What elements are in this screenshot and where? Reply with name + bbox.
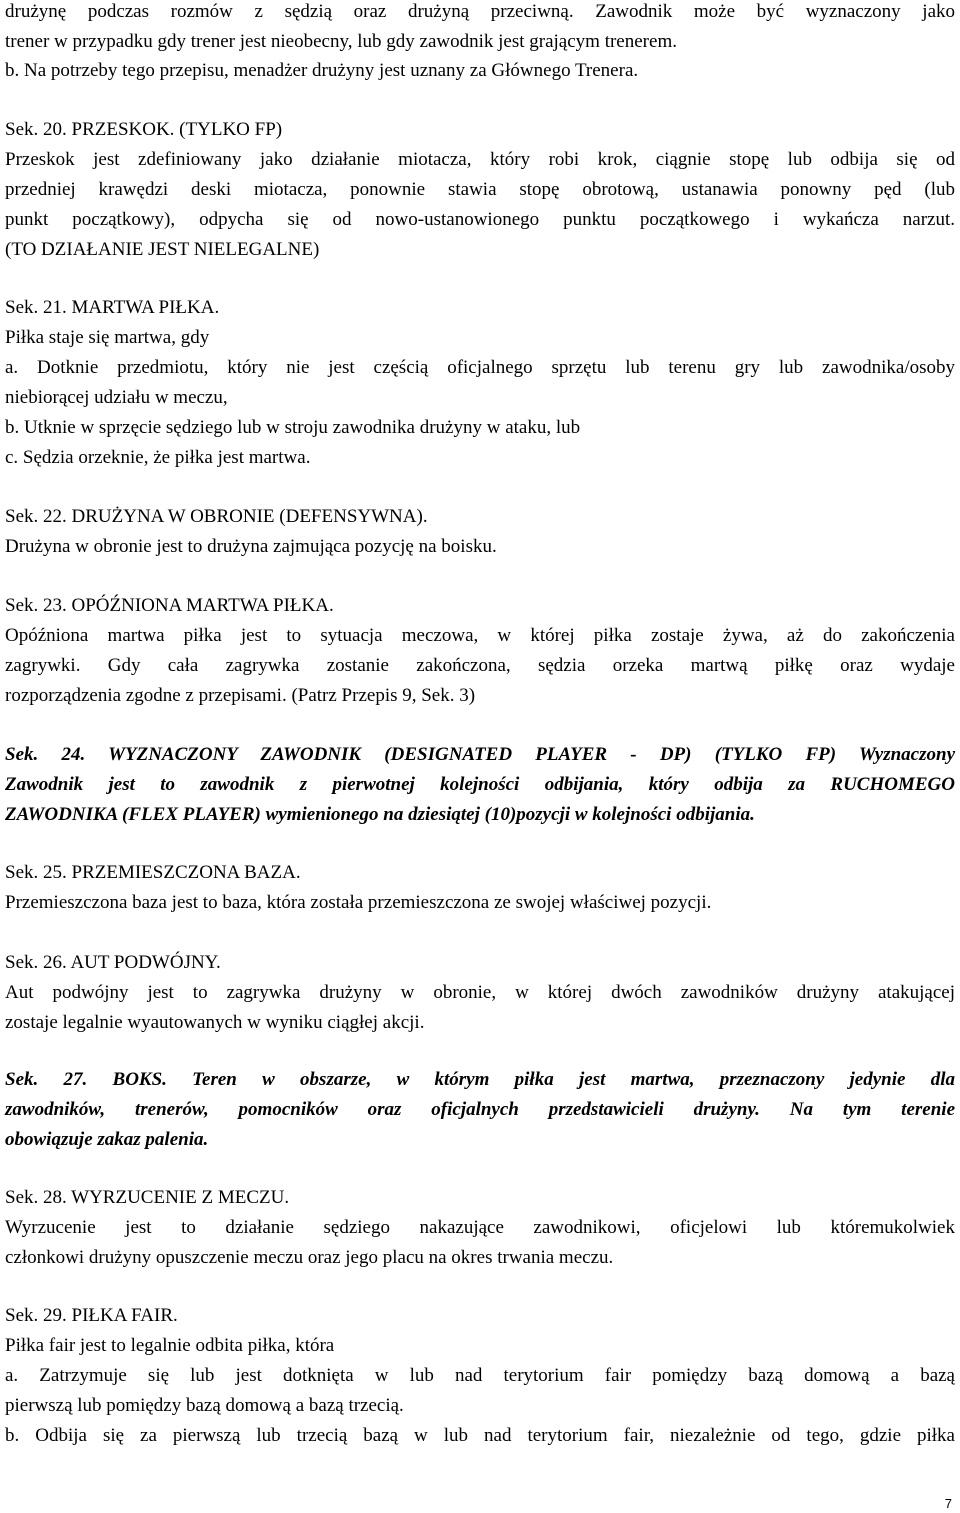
page-number: 7 [944, 1496, 952, 1511]
section-heading: Sek. 25. PRZEMIESZCZONA BAZA. [5, 862, 301, 883]
text-line: zawodników, trenerów, pomocników oraz oficjalnych przedstawicieli drużyny. Na tym terenie [5, 1099, 955, 1120]
section-heading: Sek. 29. PIŁKA FAIR. [5, 1305, 178, 1326]
text-line: Przemieszczona baza jest to baza, która została przemieszczona ze swojej właściwej pozycji. [5, 892, 712, 913]
text-line: b. Utknie w sprzęcie sędziego lub w stroju zawodnika drużyny w ataku, lub [5, 417, 581, 438]
text-line: Opóźniona martwa piłka jest to sytuacja meczowa, w której piłka zostaje żywa, aż do zakończenia [5, 625, 955, 646]
text-line: zostaje legalnie wyautowanych w wyniku ciągłej akcji. [5, 1012, 425, 1033]
text-line: c. Sędzia orzeknie, że piłka jest martwa. [5, 447, 311, 468]
section-heading: Sek. 26. AUT PODWÓJNY. [5, 952, 221, 973]
text-line: Wyrzucenie jest to działanie sędziego nakazujące zawodnikowi, oficjelowi lub któremukolwiek [5, 1217, 955, 1238]
section-heading: Sek. 27. BOKS. Teren w obszarze, w którym piłka jest martwa, przeznaczony jedynie dla [5, 1069, 955, 1090]
text-line: obowiązuje zakaz palenia. [5, 1129, 209, 1150]
text-line: Aut podwójny jest to zagrywka drużyny w obronie, w której dwóch zawodników drużyny atakującej [5, 982, 955, 1003]
text-line: niebiorącej udziału w meczu, [5, 387, 228, 408]
section-heading: Sek. 20. PRZESKOK. (TYLKO FP) [5, 119, 283, 140]
text-line: Zawodnik jest to zawodnik z pierwotnej kolejności odbijania, który odbija za RUCHOMEGO [5, 774, 955, 795]
section-heading: Sek. 24. WYZNACZONY ZAWODNIK (DESIGNATED PLAYER - DP) (TYLKO FP) Wyznaczony [5, 744, 955, 765]
section-heading: Sek. 22. DRUŻYNA W OBRONIE (DEFENSYWNA). [5, 506, 428, 527]
text-line: b. Na potrzeby tego przepisu, menadżer drużyny jest uznany za Głównego Trenera. [5, 60, 639, 81]
text-line: zagrywki. Gdy cała zagrywka zostanie zakończona, sędzia orzeka martwą piłkę oraz wydaje [5, 655, 955, 676]
text-line: trener w przypadku gdy trener jest nieobecny, lub gdy zawodnik jest grającym trenerem. [5, 31, 677, 52]
text-line: pierwszą lub pomiędzy bazą domową a bazą trzecią. [5, 1395, 404, 1416]
section-heading: Sek. 21. MARTWA PIŁKA. [5, 297, 220, 318]
text-line: Drużyna w obronie jest to drużyna zajmująca pozycję na boisku. [5, 536, 497, 557]
text-line: a. Dotknie przedmiotu, który nie jest częścią oficjalnego sprzętu lub terenu gry lub zawodnika/osoby [5, 357, 955, 378]
text-line: Piłka fair jest to legalnie odbita piłka, która [5, 1335, 335, 1356]
text-line: ZAWODNIKA (FLEX PLAYER) wymienionego na dziesiątej (10)pozycji w kolejności odbijania. [5, 804, 755, 825]
text-line: (TO DZIAŁANIE JEST NIELEGALNE) [5, 239, 320, 260]
text-line: przedniej krawędzi deski miotacza, ponownie stawia stopę obrotową, ustanawia ponowny pęd (lub [5, 179, 955, 200]
text-line: Piłka staje się martwa, gdy [5, 327, 210, 348]
text-line: a. Zatrzymuje się lub jest dotknięta w lub nad terytorium fair pomiędzy bazą domową a bazą [5, 1365, 955, 1386]
section-heading: Sek. 28. WYRZUCENIE Z MECZU. [5, 1187, 290, 1208]
text-line: b. Odbija się za pierwszą lub trzecią bazą w lub nad terytorium fair, niezależnie od tego, gdzie piłka [5, 1425, 955, 1446]
section-heading: Sek. 23. OPÓŹNIONA MARTWA PIŁKA. [5, 595, 334, 616]
text-line: rozporządzenia zgodne z przepisami. (Patrz Przepis 9, Sek. 3) [5, 685, 476, 706]
text-line: członkowi drużyny opuszczenie meczu oraz jego placu na okres trwania meczu. [5, 1247, 614, 1268]
text-line: Przeskok jest zdefiniowany jako działanie miotacza, który robi krok, ciągnie stopę lub odbija się od [5, 149, 955, 170]
text-line: punkt początkowy), odpycha się od nowo-ustanowionego punktu początkowego i wykańcza narzut. [5, 209, 955, 230]
text-line: drużynę podczas rozmów z sędzią oraz drużyną przeciwną. Zawodnik może być wyznaczony jako [5, 1, 955, 22]
